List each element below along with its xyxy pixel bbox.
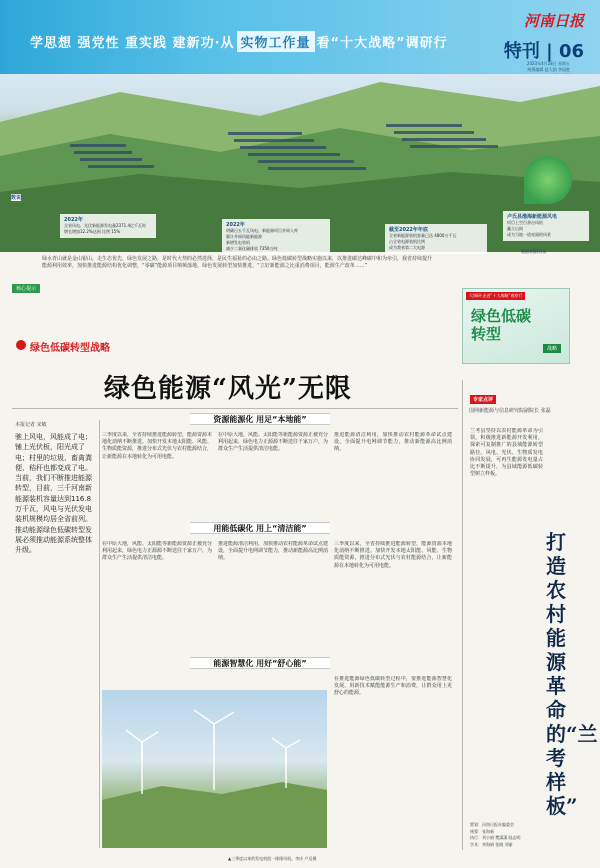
main-headline: 绿色能源“风光”无限: [104, 374, 352, 404]
stat-line: 项目上空百余台风机: [507, 220, 543, 225]
banner-headline: [30, 31, 448, 52]
photo-caption: ▲三季度以来的发电机组一排排风机。李庆 户迈摄: [228, 856, 317, 861]
side-box-title-line: 绿色低碳: [471, 307, 532, 325]
credit-line: 学具：李海娟 张晓 刘丽: [470, 841, 513, 847]
data-source: 数据来源/河南: [521, 249, 547, 254]
byline: 本报记者 宋敏: [15, 422, 47, 428]
numbers-label: 数说: [11, 195, 22, 201]
stat-box-3: [385, 224, 487, 254]
side-box-top-label: 大调研·走进“十大战略”观察行: [466, 292, 525, 300]
side-box-title-line: 转型: [471, 325, 502, 343]
paper-logo: 河南日报: [523, 12, 584, 30]
banner-headline-part2: 看“十大战略”调研行: [316, 36, 448, 51]
column-divider: [462, 380, 463, 850]
article-column: 在推进能源绿色低碳转型过程中，要推进能源智慧化发展，用新技术赋能能源生产和消费，让群众用上更舒心的能源。: [334, 676, 452, 697]
side-box-title: [471, 307, 531, 343]
date-line: 2023年4月28日 星期五: [526, 61, 570, 66]
expert-tag: 专家点评: [470, 395, 496, 404]
stat-line: 成为我省第二大电源: [389, 245, 425, 250]
expert-commentary: 兰考县坚持以农村能源革命为引领，积极推进新能源开发利用，探索可复制推广的县域能源转型路径。风电、光伏、生物质发电协同发展，可再生能源发电量占比不断提升，为县域能源低碳转型树立样板。: [470, 428, 543, 478]
wind-turbine-photo: [102, 690, 327, 848]
expert-vertical-title: 打造农村能源革命的“兰考样板”: [546, 530, 598, 818]
top-banner: [0, 0, 600, 74]
article-column: 在中原大地，风能、太阳能等新能源资源正被充分利用起来，绿色电力正源源不断送往千家万户，为群众生产生活提供清洁电能。: [102, 541, 212, 562]
stat-box-4: [503, 211, 589, 241]
stat-line: 占全省电源装机比例: [389, 239, 425, 244]
stat-line: 明确日五千瓦风电、新能源项目并网入库: [226, 228, 298, 233]
lead-text: 绿水青山就是金山银山。走生态优先、绿色发展之路，是时代大势的必然选择，是民生福祉的必由之路。绿色低碳转型战略实施以来，以推进碳达峰碳中和为牵引，我省持续提升能源利用效率，加快推进能源结构优化调整，“零碳”能源项目频频落地、绿色发展转型加快推进。“立好新能源之比重消费项目，能源生产改革……”: [42, 256, 433, 269]
stat-line: 新增发电装机: [226, 240, 250, 245]
article-intro: 驰上风电，风能成了电；铺上光伏板，阳光成了电；村里的垃圾、畜禽粪便、秸秆也都变成了电。当前，我们不断推进能源转型，目前，三千河南新能源装机容量达到116.8万千瓦，风电与光伏发电装机规模均居全省前列。推动能源绿色低碳转型发展必须推动能源系统整体升级。: [15, 433, 92, 555]
stat-line: 增长增加12.2%达到 比例 15%: [64, 229, 121, 234]
leaf-icon: [524, 156, 572, 204]
article-column: 推进能源清洁利用，加快推动农村能源革命试点建设，全面提升电网调节能力，推动新能源高比例消纳。: [334, 432, 452, 453]
credits: [470, 822, 570, 848]
side-box-sub: 战略: [543, 344, 561, 353]
date-line: 统筹编辑 赵大国 李国胜: [527, 67, 570, 72]
divider: [12, 408, 458, 409]
stat-title: 卢氏县渤海新能源风电: [507, 214, 558, 220]
section-tag: 绿色低碳转型战略: [30, 343, 110, 354]
stat-title: 2022年: [226, 222, 245, 228]
stat-line: 减少二氧化碳排放 7350万吨: [226, 246, 278, 251]
credit-line: 策划：河南日报社编委会: [470, 822, 514, 827]
credit-line: 执行：刘小娟 樊潇潇 陆志明: [470, 835, 521, 840]
stat-line: 全省新能源装机容量已达 4800万千瓦: [389, 233, 457, 238]
stat-line: 矗立山间: [507, 226, 523, 231]
strategy-side-box: [462, 288, 570, 364]
banner-headline-part1: 学思想 强党性 重实践 建新功·从: [30, 36, 235, 51]
article-column: 推进能源清洁利用，加快推动农村能源革命试点建设，全面提升电网调节能力，推动新能源高比例消纳。: [218, 541, 328, 562]
expert-name: 国网新能源与信息研究院副院长 张磊: [469, 408, 551, 414]
stat-title: 截至2022年年底: [389, 227, 428, 233]
stat-line: 累计并网风能新能源: [226, 234, 262, 239]
column-divider: [99, 420, 100, 848]
article-column: 三季度以来，全省持续推进能源转型，能源资源本地化消纳不断推进。加快开发本地太阳能、风能、生物质能资源，推进分布式光伏与农村能源结合，让新能源在本地转化为可用电能。: [334, 541, 452, 569]
stat-line: 全省风电、光伏新能源发电量2371.4亿千瓦时: [64, 223, 146, 228]
edition-label: 特刊 | 06: [503, 41, 584, 62]
section-icon: [16, 340, 26, 350]
article-column: 在中原大地，风能、太阳能等新能源资源正被充分利用起来，绿色电力正源源不断送往千家万户，为群众生产生活提供清洁电能。: [218, 432, 328, 453]
subhead-1: 资源能源化 用足“本地能”: [190, 413, 330, 425]
article-column: 三季度以来，全省持续推进能源转型，能源资源本地化消纳不断推进。加快开发本地太阳能、风能、生物质能资源，推进分布式光伏与农村能源结合，让新能源在本地转化为可用电能。: [102, 432, 212, 460]
credit-line: 统筹：张海新: [470, 828, 494, 834]
stat-box-1: [60, 214, 156, 238]
stat-title: 2022年: [64, 217, 83, 223]
stat-box-2: [222, 219, 330, 255]
lead-tag: 核心提示: [12, 284, 40, 293]
stat-line: 成为当地一道亮丽的风景: [507, 232, 551, 237]
subhead-2: 用能低碳化 用上“清洁能”: [190, 522, 330, 534]
subhead-3: 能源智慧化 用好“舒心能”: [190, 657, 330, 669]
wind-turbine-illustration: [102, 690, 327, 848]
banner-headline-box: 实物工作量: [237, 31, 315, 52]
